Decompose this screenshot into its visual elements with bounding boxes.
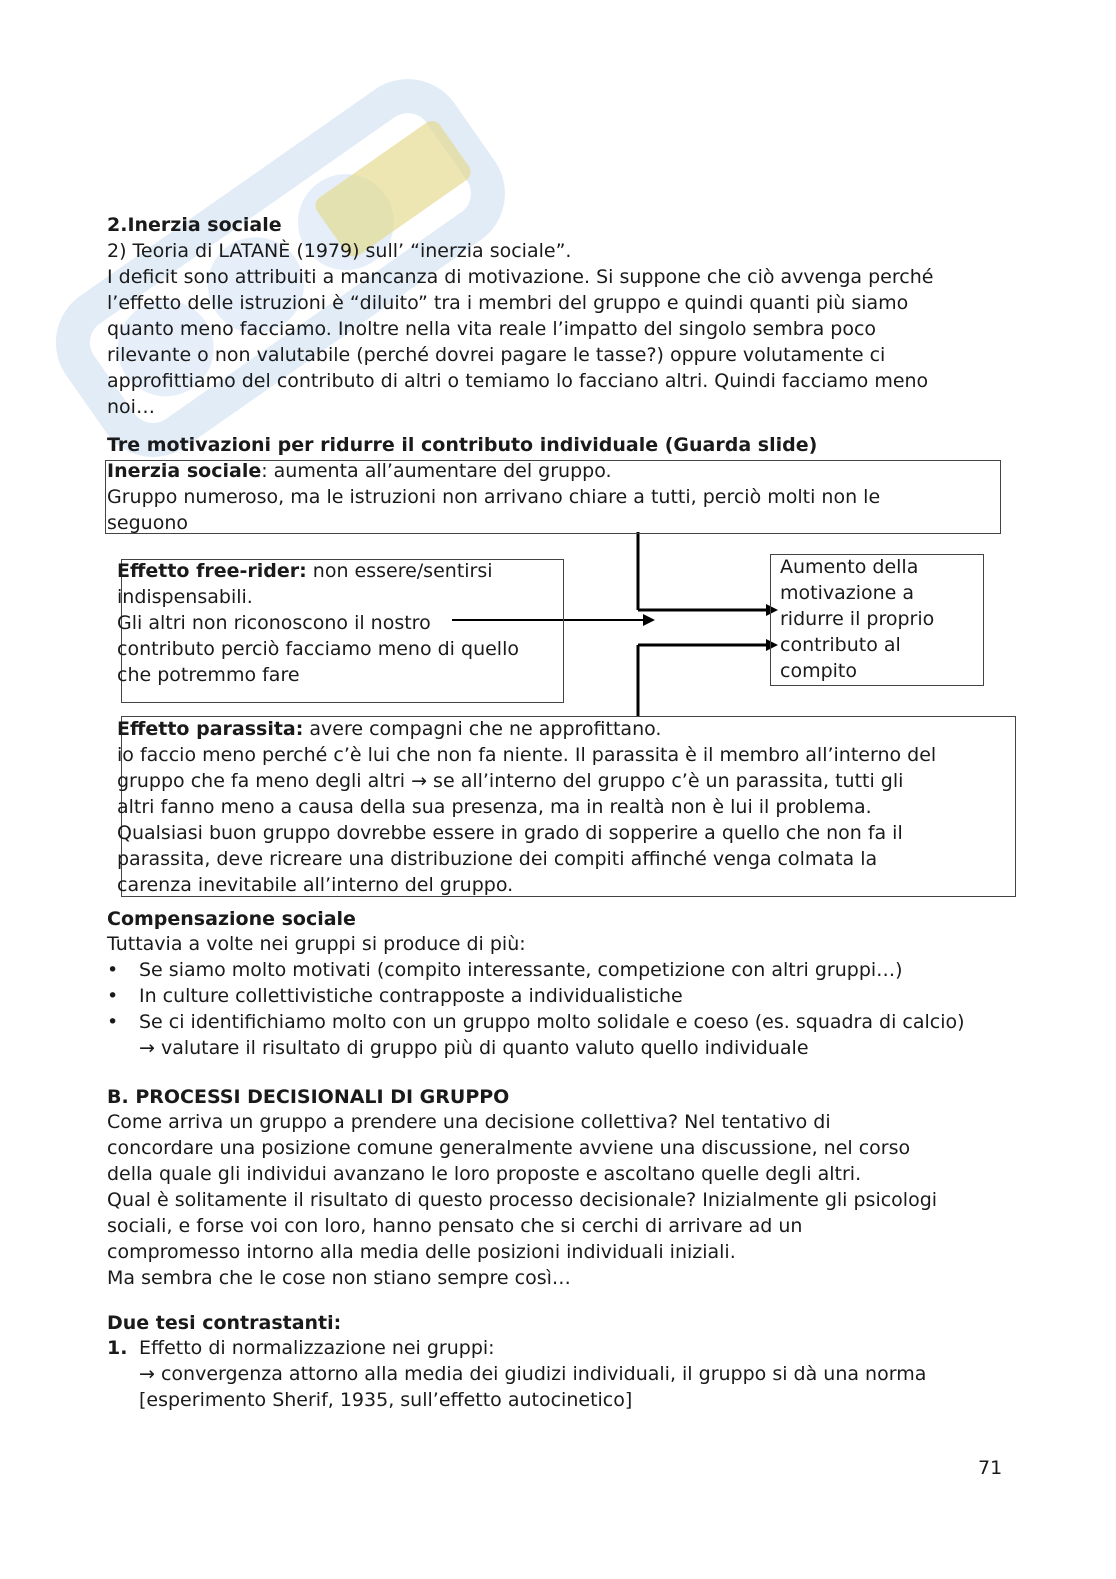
page-number: 71 (978, 1457, 1003, 1479)
paragraph-line: rilevante o non valutabile (perché dovrei pagare le tasse?) oppure volutamente ci (107, 344, 886, 366)
section-subtitle: 2) Teoria di LATANÈ (1979) sull’ “inerzia sociale”. (107, 240, 572, 262)
list-item: • Se ci identifichiamo molto con un gruppo molto solidale e coeso (es. squadra di calcio) → valutare il risultato di gruppo più di quanto valuto quello individuale (107, 1009, 967, 1061)
tesi-item-title: Effetto di normalizzazione nei gruppi: (139, 1337, 495, 1359)
inerzia-line: Gruppo numeroso, ma le istruzioni non arrivano chiare a tutti, perciò molti non le (107, 486, 881, 508)
outcome-line: contributo al (780, 634, 901, 656)
diagram-heading: Tre motivazioni per ridurre il contributo individuale (Guarda slide) (107, 434, 818, 456)
paragraph-line: quanto meno facciamo. Inoltre nella vita reale l’impatto del singolo sembra poco (107, 318, 877, 340)
outcome-line: motivazione a (780, 582, 915, 604)
freerider-line: che potremmo fare (117, 664, 300, 686)
paragraph-line: sociali, e forse voi con loro, hanno pensato che si cerchi di arrivare ad un (107, 1215, 803, 1237)
outcome-text (780, 554, 985, 684)
freerider-line: contributo perciò facciamo meno di quello (117, 638, 519, 660)
paragraph-line: compromesso intorno alla media delle posizioni individuali iniziali. (107, 1241, 736, 1263)
outcome-line: Aumento della (780, 556, 919, 578)
tesi-item-line: → convergenza attorno alla media dei giudizi individuali, il gruppo si dà una norma (139, 1363, 927, 1385)
parassita-line: io faccio meno perché c’è lui che non fa niente. Il parassita è il membro all’interno del (117, 744, 937, 766)
inerzia-line: seguono (107, 512, 188, 534)
list-item: • Se siamo molto motivati (compito interessante, competizione con altri gruppi…) (107, 957, 967, 983)
outcome-line: ridurre il proprio (780, 608, 935, 630)
parassita-line: carenza inevitabile all’interno del gruppo. (117, 874, 514, 896)
section-b-paragraph (107, 1109, 1027, 1291)
compensazione-intro: Tuttavia a volte nei gruppi si produce di più: (107, 933, 526, 955)
freerider-line: Gli altri non riconoscono il nostro (117, 612, 431, 634)
parassita-label: Effetto parassita: (117, 718, 304, 740)
freerider-label: Effetto free-rider: (117, 560, 307, 582)
freerider-text (117, 558, 567, 688)
freerider-desc: non essere/sentirsi (306, 560, 493, 582)
paragraph-line: approfittiamo del contributo di altri o temiamo lo facciano altri. Quindi facciamo meno (107, 370, 929, 392)
section-b-title: B. PROCESSI DECISIONALI DI GRUPPO (107, 1086, 510, 1108)
parassita-line: altri fanno meno a causa della sua presenza, ma in realtà non è lui il problema. (117, 796, 872, 818)
paragraph-line: Come arriva un gruppo a prendere una decisione collettiva? Nel tentativo di (107, 1111, 831, 1133)
compensazione-list (107, 957, 967, 1061)
parassita-desc: avere compagni che ne approfittano. (303, 718, 662, 740)
tesi-item-line: [esperimento Sherif, 1935, sull’effetto autocinetico] (139, 1389, 633, 1411)
parassita-line: Qualsiasi buon gruppo dovrebbe essere in grado di sopperire a quello che non fa il (117, 822, 903, 844)
freerider-line: indispensabili. (117, 586, 253, 608)
inerzia-text (107, 458, 1007, 536)
paragraph-line: della quale gli individui avanzano le loro proposte e ascoltano quelle degli altri. (107, 1163, 862, 1185)
paragraph-line: I deficit sono attribuiti a mancanza di motivazione. Si suppone che ciò avvenga perché (107, 266, 934, 288)
paragraph-line: noi… (107, 396, 155, 418)
tesi-item (107, 1335, 1007, 1413)
section-title: 2.Inerzia sociale (107, 214, 282, 236)
tesi-item-number: 1. (107, 1337, 128, 1359)
parassita-text (117, 716, 1017, 898)
inerzia-label: Inerzia sociale (107, 460, 262, 482)
list-item: • In culture collettivistiche contrapposte a individualistiche (107, 983, 967, 1009)
paragraph-line: Qual è solitamente il risultato di questo processo decisionale? Inizialmente gli psicologi (107, 1189, 938, 1211)
inerzia-desc: : aumenta all’aumentare del gruppo. (261, 460, 612, 482)
compensazione-title: Compensazione sociale (107, 908, 356, 930)
tesi-title: Due tesi contrastanti: (107, 1312, 342, 1334)
paragraph-line: concordare una posizione comune generalmente avviene una discussione, nel corso (107, 1137, 911, 1159)
paragraph-line: l’effetto delle istruzioni è “diluito” tra i membri del gruppo e quindi quanti più siamo (107, 292, 909, 314)
parassita-line: gruppo che fa meno degli altri → se all’interno del gruppo c’è un parassita, tutti gli (117, 770, 904, 792)
outcome-line: compito (780, 660, 857, 682)
parassita-line: parassita, deve ricreare una distribuzione dei compiti affinché venga colmata la (117, 848, 878, 870)
paragraph-line: Ma sembra che le cose non stiano sempre così… (107, 1267, 571, 1289)
